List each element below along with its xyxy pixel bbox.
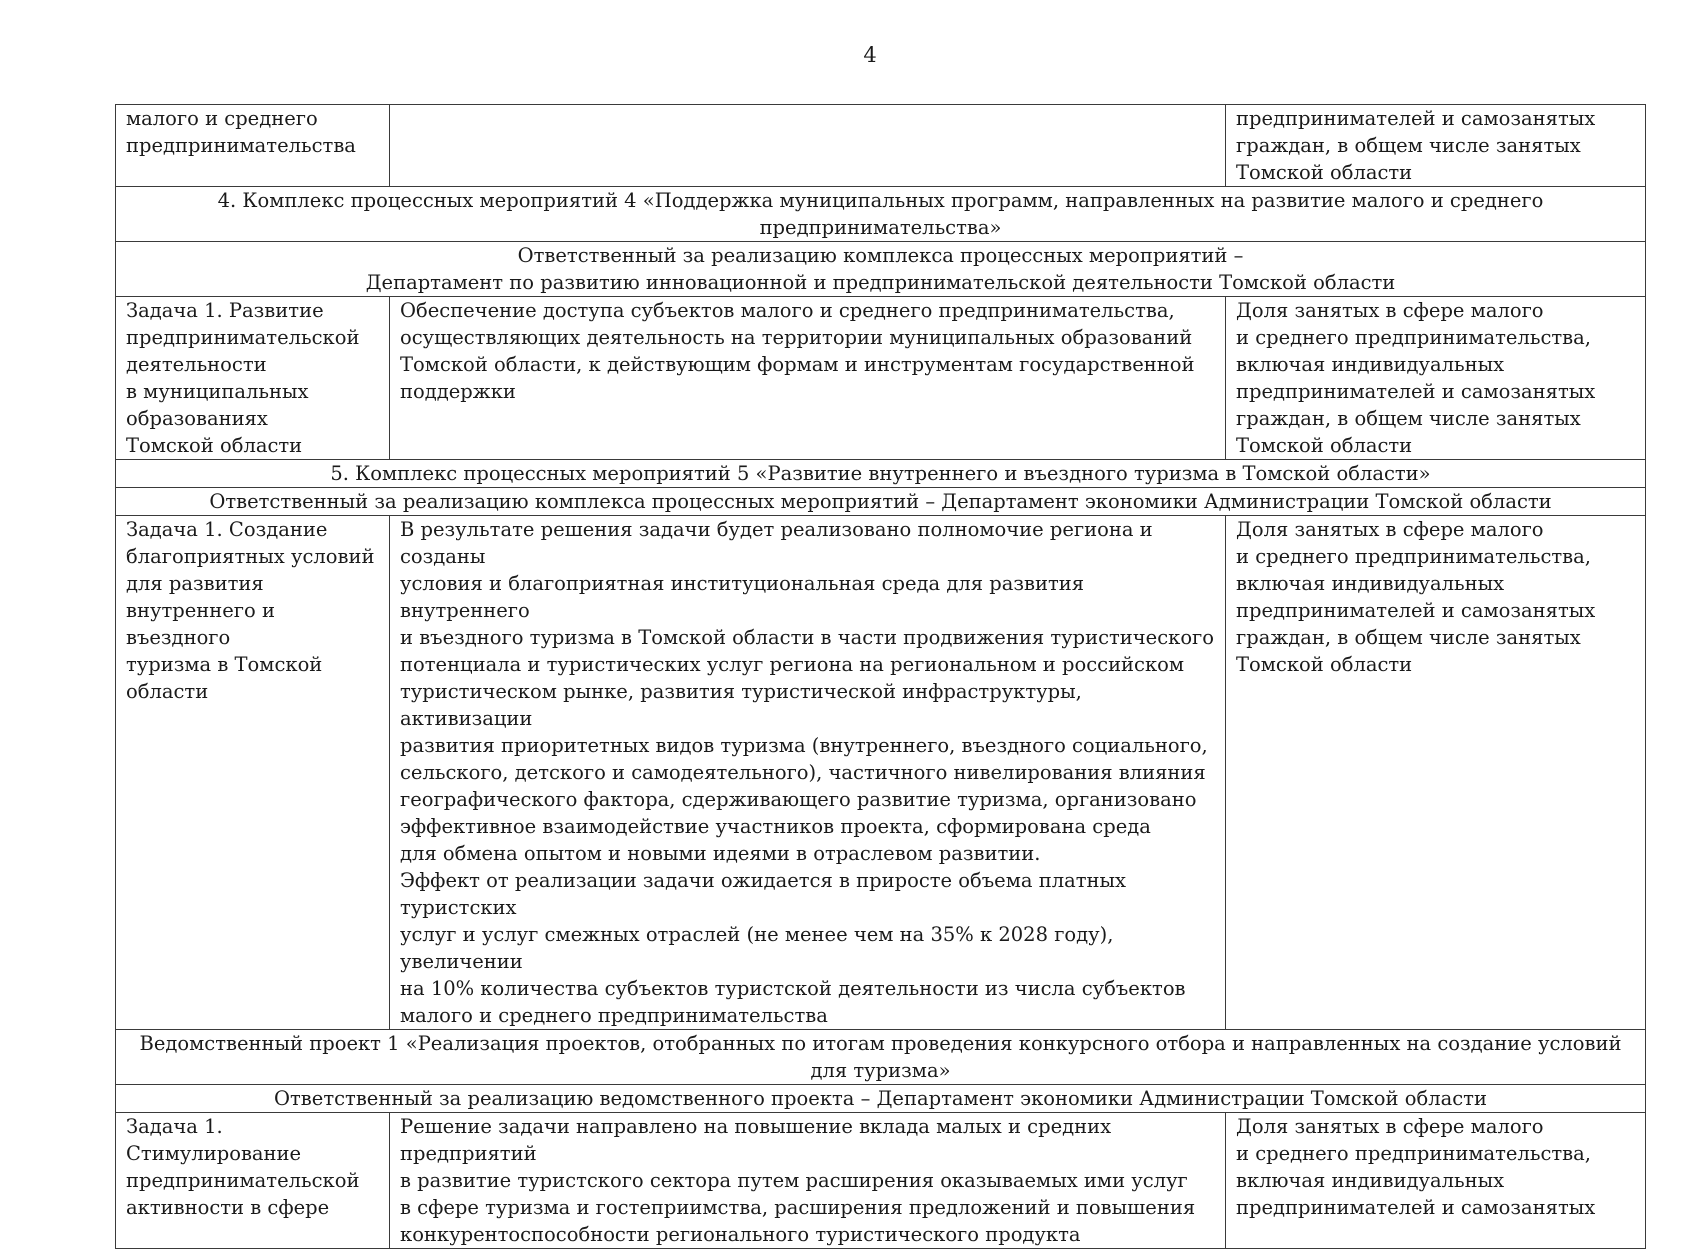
- indicator-cell: Доля занятых в сфере малого и среднего предпринимательства, включая индивидуальных предпринимателей и самозанятых граждан, в общем числе занятых Томской области: [1226, 297, 1646, 460]
- complex-5-title: 5. Комплекс процессных мероприятий 5 «Развитие внутреннего и въездного туризма в Томской области»: [116, 460, 1646, 488]
- complex-4-title: 4. Комплекс процессных мероприятий 4 «Поддержка муниципальных программ, направленных на развитие малого и среднего предпринимательства»: [116, 187, 1646, 242]
- task-cell: Задача 1. Стимулирование предпринимательской активности в сфере: [116, 1113, 390, 1249]
- program-table: [115, 104, 1646, 1249]
- responsible-row: [116, 488, 1646, 516]
- section-heading-row: [116, 460, 1646, 488]
- task-cell: Задача 1. Создание благоприятных условий для развития внутреннего и въездного туризма в Томской области: [116, 516, 390, 1030]
- description-cell: Решение задачи направлено на повышение вклада малых и средних предприятий в развитие туристского сектора путем расширения оказываемых ими услуг в сфере туризма и гостеприимства, расширения предложений и повышения конкурентоспособности регионального туристического продукта: [390, 1113, 1226, 1249]
- task-cell: малого и среднего предпринимательства: [116, 105, 390, 187]
- page-number: 4: [863, 43, 877, 67]
- table-row: [116, 105, 1646, 187]
- description-cell: В результате решения задачи будет реализовано полномочие региона и созданы условия и благоприятная институциональная среда для развития внутреннего и въездного туризма в Томской области в части продвижения туристического потенциала и туристических услуг региона на региональном и российском туристическом рынке, развития туристической инфраструктуры, активизации развития приоритетных видов туризма (внутреннего, въездного социального, сельского, детского и самодеятельного), частичного нивелирования влияния географического фактора, сдерживающего развитие туризма, организовано эффективное взаимодействие участников проекта, сформирована среда для обмена опытом и новыми идеями в отраслевом развитии. Эффект от реализации задачи ожидается в приросте объема платных туристских услуг и услуг смежных отраслей (не менее чем на 35% к 2028 году), увеличении на 10% количества субъектов туристской деятельности из числа субъектов малого и среднего предпринимательства: [390, 516, 1226, 1030]
- description-cell: Обеспечение доступа субъектов малого и среднего предпринимательства, осуществляющих деятельность на территории муниципальных образований Томской области, к действующим формам и инструментам государственной поддержки: [390, 297, 1226, 460]
- task-cell: Задача 1. Развитие предпринимательской деятельности в муниципальных образованиях Томской области: [116, 297, 390, 460]
- project-1-title: Ведомственный проект 1 «Реализация проектов, отобранных по итогам проведения конкурсного отбора и направленных на создание условий для туризма»: [116, 1030, 1646, 1085]
- complex-5-responsible: Ответственный за реализацию комплекса процессных мероприятий – Департамент экономики Администрации Томской области: [116, 488, 1646, 516]
- section-heading-row: [116, 187, 1646, 242]
- complex-4-responsible: Ответственный за реализацию комплекса процессных мероприятий – Департамент по развитию инновационной и предпринимательской деятельности Томской области: [116, 242, 1646, 297]
- table-row: [116, 1113, 1646, 1249]
- section-heading-row: [116, 1030, 1646, 1085]
- project-1-responsible: Ответственный за реализацию ведомственного проекта – Департамент экономики Администрации Томской области: [116, 1085, 1646, 1113]
- description-cell: [390, 105, 1226, 187]
- responsible-row: [116, 1085, 1646, 1113]
- table-row: [116, 516, 1646, 1030]
- responsible-row: [116, 242, 1646, 297]
- indicator-cell: Доля занятых в сфере малого и среднего предпринимательства, включая индивидуальных предпринимателей и самозанятых: [1226, 1113, 1646, 1249]
- table-row: [116, 297, 1646, 460]
- indicator-cell: предпринимателей и самозанятых граждан, в общем числе занятых Томской области: [1226, 105, 1646, 187]
- indicator-cell: Доля занятых в сфере малого и среднего предпринимательства, включая индивидуальных предпринимателей и самозанятых граждан, в общем числе занятых Томской области: [1226, 516, 1646, 1030]
